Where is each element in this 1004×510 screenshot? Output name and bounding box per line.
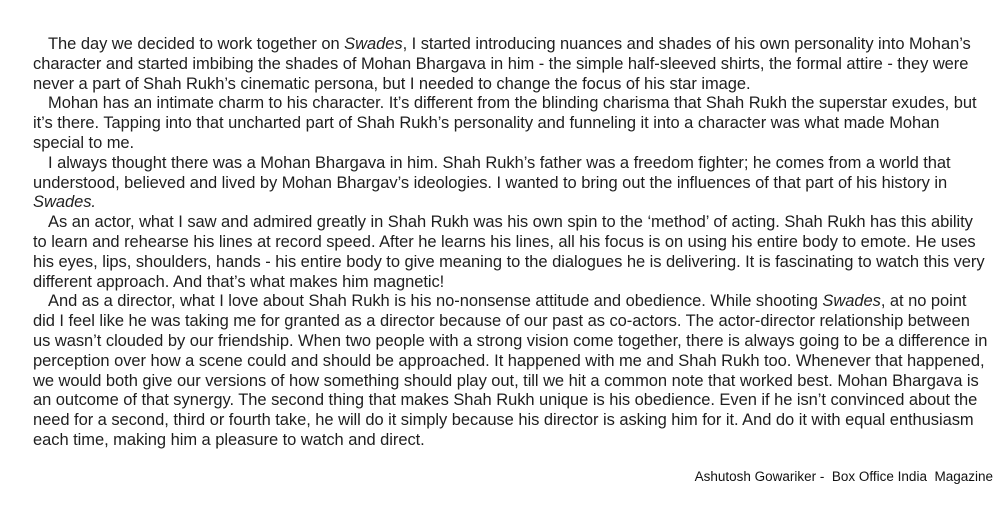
paragraph-4 [33, 213, 991, 292]
text-run: , I started introducing nuances and shades of his own personality into Mohan’s character and started imbibing the shades of Mohan Bhargava in him - the simple half-sleeved shirts, the formal attire - they were never a part of Shah Rukh’s cinematic persona, but I needed to change the focus of his star image. [33, 35, 971, 93]
text-run: The day we decided to work together on [48, 35, 345, 53]
italic-title: Swades [344, 35, 403, 53]
paragraph-2 [33, 94, 991, 153]
paragraph-3 [33, 154, 991, 213]
paragraph-5 [33, 292, 991, 450]
italic-title: Swades. [33, 193, 96, 212]
italic-title: Swades [822, 292, 881, 311]
source-caption: Ashutosh Gowariker - Box Office India Magazine [694, 469, 993, 484]
text-run: As an actor, what I saw and admired greatly in Shah Rukh was his own spin to the ‘method’ of acting. Shah Rukh has this ability to learn and rehearse his lines at record speed. After he learns his lines, all his focus is on using his entire body to emote. He uses his eyes, lips, shoulders, hands - his entire body to give meaning to the dialogues he is delivering. It is fascinating to watch this very different approach. And that’s what makes him magnetic! [33, 213, 985, 291]
text-run: Mohan has an intimate charm to his character. It’s different from the blinding charisma that Shah Rukh the superstar exudes, but it’s there. Tapping into that uncharted part of Shah Rukh’s personality and funneling it into a character was what made Mohan special to me. [33, 94, 977, 152]
text-run: , at no point did I feel like he was taking me for granted as a director because of our past as co-actors. The actor-director relationship between us wasn’t clouded by our friendship. When two people with a strong vision come together, there is always going to be a difference in perception over how a scene could and should be approached. It happened with me and Shah Rukh too. Whenever that happened, we would both give our versions of how something should play out, till we hit a common note that worked best. Mohan Bhargava is an outcome of that synergy. The second thing that makes Shah Rukh unique is his obedience. Even if he isn’t convinced about the need for a second, third or fourth take, he will do it simply because his director is asking him for it. And do it with equal enthusiasm each time, making him a pleasure to watch and direct. [33, 292, 988, 449]
text-run: And as a director, what I love about Shah Rukh is his no-nonsense attitude and obedience. While shooting [48, 292, 823, 311]
text-run: I always thought there was a Mohan Bhargava in him. Shah Rukh’s father was a freedom fighter; he comes from a world that understood, believed and lived by Mohan Bhargav’s ideologies. I wanted to bring out the influences of that part of his history in [33, 153, 951, 192]
paragraph-1 [33, 35, 991, 94]
article-body [33, 35, 991, 451]
